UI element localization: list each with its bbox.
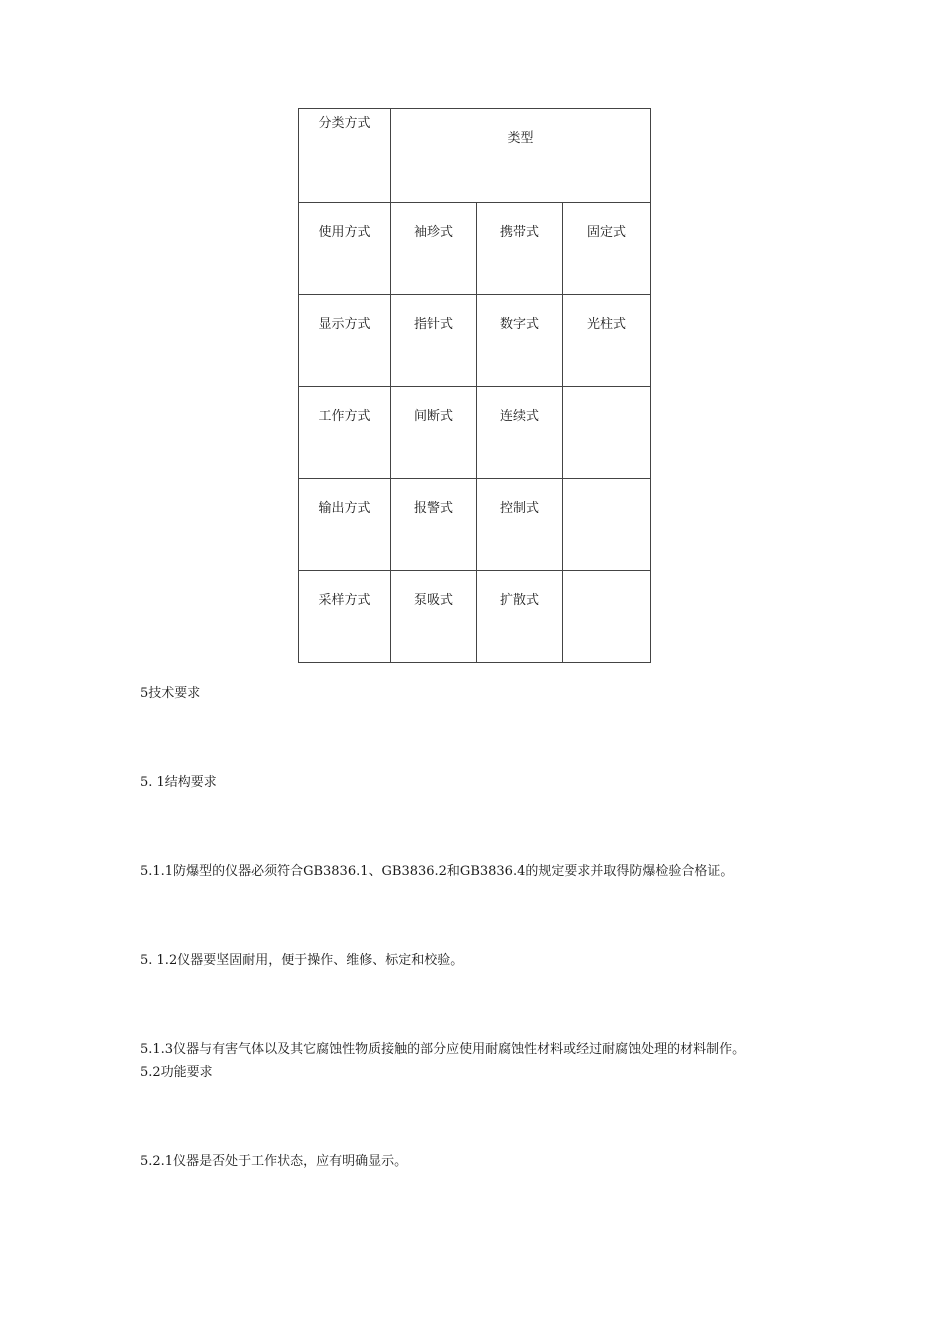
corner-label: 分类方式: [318, 116, 371, 131]
classification-table: [298, 108, 651, 663]
type-header-cell: [391, 109, 651, 203]
table-corner-cell: [299, 109, 391, 203]
row-label: 显示方式: [318, 317, 371, 332]
cell-value: 控制式: [499, 501, 539, 516]
clause-5-1-3: 5.1.3仪器与有害气体以及其它腐蚀性物质接触的部分应使用耐腐蚀性材料或经过耐腐蚀处理的材料制作。: [140, 1042, 746, 1057]
row-label: 采样方式: [318, 593, 371, 608]
cell-value: 泵吸式: [413, 593, 453, 608]
table-row: [299, 479, 651, 571]
table-cell: [391, 571, 477, 663]
table-row: [299, 387, 651, 479]
table-cell: [391, 295, 477, 387]
table-cell: [477, 295, 563, 387]
cell-value: 数字式: [499, 317, 539, 332]
row-label-cell: [299, 571, 391, 663]
cell-value: 报警式: [413, 501, 453, 516]
table-cell: [477, 387, 563, 479]
table-cell: [563, 479, 651, 571]
table-row: [299, 295, 651, 387]
row-label-cell: [299, 295, 391, 387]
row-label: 使用方式: [318, 225, 371, 240]
table-cell: [477, 571, 563, 663]
cell-value: [563, 387, 650, 405]
cell-value: 光柱式: [587, 317, 627, 332]
cell-value: 袖珍式: [413, 225, 453, 240]
table-cell: [563, 295, 651, 387]
section-heading-5: 5技术要求: [140, 686, 201, 701]
table-cell: [563, 387, 651, 479]
section-heading-5-2: 5.2功能要求: [140, 1065, 213, 1080]
table-cell: [391, 203, 477, 295]
row-label-cell: [299, 387, 391, 479]
clause-5-1-1: 5.1.1防爆型的仪器必须符合GB3836.1、GB3836.2和GB3836.4的规定要求并取得防爆检验合格证。: [140, 864, 734, 879]
cell-value: 间断式: [413, 409, 453, 424]
cell-value: [563, 571, 650, 589]
clause-5-2-1: 5.2.1仪器是否处于工作状态，应有明确显示。: [140, 1154, 408, 1169]
table-cell: [477, 203, 563, 295]
type-header-label: 类型: [507, 131, 534, 146]
table-cell: [563, 571, 651, 663]
table-cell: [391, 479, 477, 571]
table-row: [299, 203, 651, 295]
row-label: 输出方式: [318, 501, 371, 516]
section-heading-5-1: 5. 1结构要求: [140, 775, 217, 790]
table-header-row: [299, 109, 651, 203]
cell-value: [563, 479, 650, 497]
clause-5-1-2: 5. 1.2仪器要坚固耐用，便于操作、维修、标定和校验。: [140, 953, 464, 968]
cell-value: 指针式: [413, 317, 453, 332]
cell-value: 连续式: [499, 409, 539, 424]
table-row: [299, 571, 651, 663]
row-label-cell: [299, 203, 391, 295]
row-label-cell: [299, 479, 391, 571]
cell-value: 携带式: [499, 225, 539, 240]
table-cell: [563, 203, 651, 295]
row-label: 工作方式: [318, 409, 371, 424]
table-cell: [391, 387, 477, 479]
cell-value: 固定式: [587, 225, 627, 240]
table-cell: [477, 479, 563, 571]
cell-value: 扩散式: [499, 593, 539, 608]
